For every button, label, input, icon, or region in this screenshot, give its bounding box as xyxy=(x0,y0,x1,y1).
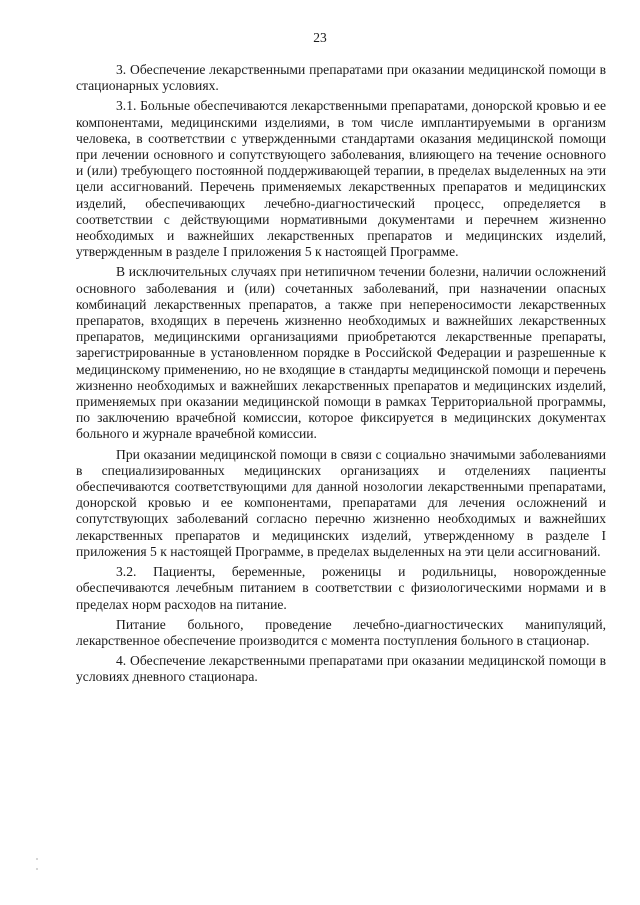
paragraph-socially-significant-diseases: При оказании медицинской помощи в связи с социально значимыми заболеваниями в специализированных медицинских организациях и отделениях пациенты обеспечиваются соответствующими для данной нозологии лекарственными препаратами, донорской кровью и ее компонентами, препаратами для лечения осложнений и сопутствующих заболеваний согласно перечню жизненно необходимых и важнейших лекарственных препаратов и медицинских изделий, утвержденному в разделе I приложения 5 к настоящей Программе, в пределах выделенных на эти цели ассигнований. xyxy=(76,446,606,559)
paragraph-exceptional-cases: В исключительных случаях при нетипичном течении болезни, наличии осложнений основного заболевания и (или) сочетанных заболеваний, при назначении опасных комбинаций лекарственных препаратов, а также при непереносимости лекарственных препаратов, входящих в перечень жизненно необходимых и важнейших лекарственных препаратов, медицинскими организациями приобретаются лекарственные препараты, зарегистрированные в установленном порядке в Российской Федерации и разрешенные к медицинскому применению, но не входящие в стандарты медицинской помощи и перечень жизненно необходимых и важнейших лекарственных препаратов и медицинских изделий, применяемых при оказании медицинской помощи в рамках Территориальной программы, по заключению врачебной комиссии, которое фиксируется в медицинских документах больного и журнале врачебной комиссии. xyxy=(76,264,606,442)
paragraph-3-2: 3.2. Пациенты, беременные, роженицы и родильницы, новорожденные обеспечиваются лечебным питанием в соответствии с физиологическими нормами и в пределах норм расходов на питание. xyxy=(76,564,606,612)
page-number: 23 xyxy=(313,30,327,45)
scan-artifact xyxy=(36,858,38,860)
scan-artifact xyxy=(36,868,38,870)
paragraph-3-1: 3.1. Больные обеспечиваются лекарственными препаратами, донорской кровью и ее компонентами, медицинскими изделиями, в том числе имплантируемыми в организм человека, в соответствии с утвержденными стандартами оказания медицинской помощи при лечении основного и сопутствующего заболевания, влияющего на течение основного и (или) требующего постоянной поддерживающей терапии, в пределах выделенных на эти цели ассигнований. Перечень применяемых лекарственных препаратов и медицинских изделий, обеспечивающих лечебно-диагностический процесс, определяется в соответствии с действующими нормативными документами и перечнем жизненно необходимых и важнейших лекарственных препаратов и медицинских изделий, утвержденным в разделе I приложения 5 к настоящей Программе. xyxy=(76,98,606,260)
section-3-heading: 3. Обеспечение лекарственными препаратами при оказании медицинской помощи в стационарных условиях. xyxy=(76,62,606,94)
paragraph-nutrition: Питание больного, проведение лечебно-диагностических манипуляций, лекарственное обеспечение производится с момента поступления больного в стационар. xyxy=(76,616,606,648)
section-4-heading: 4. Обеспечение лекарственными препаратами при оказании медицинской помощи в условиях дневного стационара. xyxy=(76,653,606,685)
document-body xyxy=(76,62,606,686)
